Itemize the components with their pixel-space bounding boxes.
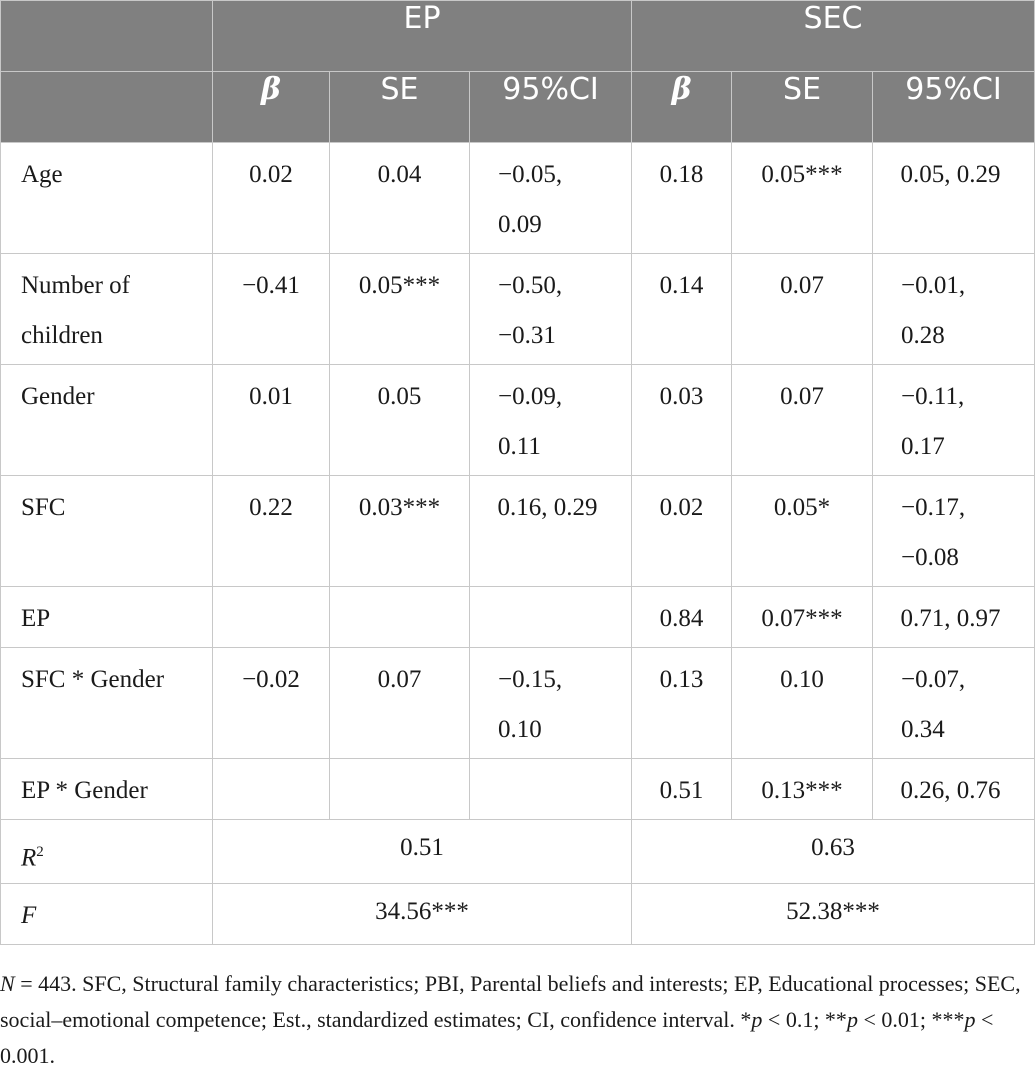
sec-beta-cell: 0.51 bbox=[632, 759, 732, 820]
header-group-sec: SEC bbox=[632, 1, 1035, 72]
sec-beta-cell: 0.13 bbox=[632, 648, 732, 759]
ep-se-cell: 0.05 bbox=[330, 365, 470, 476]
ep-beta-cell bbox=[213, 587, 330, 648]
row-label: Age bbox=[1, 143, 213, 254]
row-label: EP * Gender bbox=[1, 759, 213, 820]
row-label-f: F bbox=[1, 884, 213, 945]
table-row-gender bbox=[1, 365, 1035, 476]
ep-beta-cell: −0.02 bbox=[213, 648, 330, 759]
table-row-sfc bbox=[1, 476, 1035, 587]
ep-ci-cell: −0.50, −0.31 bbox=[470, 254, 632, 365]
header-ep-se: SE bbox=[330, 72, 470, 143]
ep-beta-cell: 0.02 bbox=[213, 143, 330, 254]
ep-beta-cell: −0.41 bbox=[213, 254, 330, 365]
header-sec-ci: 95%CI bbox=[873, 72, 1035, 143]
sec-se-cell: 0.07*** bbox=[732, 587, 873, 648]
header-sec-beta: β bbox=[632, 72, 732, 143]
table-row-r-squared bbox=[1, 820, 1035, 884]
ep-f-cell: 34.56*** bbox=[213, 884, 632, 945]
ep-ci-cell bbox=[470, 587, 632, 648]
sec-ci-cell: −0.07, 0.34 bbox=[873, 648, 1035, 759]
ep-se-cell: 0.04 bbox=[330, 143, 470, 254]
sec-se-cell: 0.05* bbox=[732, 476, 873, 587]
row-label: Number of children bbox=[1, 254, 213, 365]
sec-ci-cell: 0.05, 0.29 bbox=[873, 143, 1035, 254]
sec-ci-cell: 0.71, 0.97 bbox=[873, 587, 1035, 648]
sec-f-cell: 52.38*** bbox=[632, 884, 1035, 945]
table-row-ep-gender bbox=[1, 759, 1035, 820]
sec-beta-cell: 0.03 bbox=[632, 365, 732, 476]
table-row-number-of-children bbox=[1, 254, 1035, 365]
header-sec-se: SE bbox=[732, 72, 873, 143]
ep-ci-cell: −0.05, 0.09 bbox=[470, 143, 632, 254]
sec-beta-cell: 0.18 bbox=[632, 143, 732, 254]
table-row-age bbox=[1, 143, 1035, 254]
ep-ci-cell: −0.15, 0.10 bbox=[470, 648, 632, 759]
ep-ci-cell: 0.16, 0.29 bbox=[470, 476, 632, 587]
ep-ci-cell bbox=[470, 759, 632, 820]
ep-se-cell: 0.07 bbox=[330, 648, 470, 759]
header-ep-beta: β bbox=[213, 72, 330, 143]
ep-ci-cell: −0.09, 0.11 bbox=[470, 365, 632, 476]
ep-se-cell: 0.03*** bbox=[330, 476, 470, 587]
sec-se-cell: 0.13*** bbox=[732, 759, 873, 820]
sec-ci-cell: −0.17, −0.08 bbox=[873, 476, 1035, 587]
sec-ci-cell: 0.26, 0.76 bbox=[873, 759, 1035, 820]
table-footnote: N = 443. SFC, Structural family characteristics; PBI, Parental beliefs and interests; EP, Educational processes; SEC, social–emotional competence; Est., standardized estimates; CI, confidence interval. *p < 0.1; **p < 0.01; ***p < 0.001. bbox=[0, 971, 1021, 1068]
sec-se-cell: 0.10 bbox=[732, 648, 873, 759]
sec-se-cell: 0.07 bbox=[732, 254, 873, 365]
row-label: SFC * Gender bbox=[1, 648, 213, 759]
header-group-ep: EP bbox=[213, 1, 632, 72]
header-corner bbox=[1, 1, 213, 72]
table-row-f bbox=[1, 884, 1035, 945]
header-corner-2 bbox=[1, 72, 213, 143]
ep-beta-cell bbox=[213, 759, 330, 820]
ep-beta-cell: 0.22 bbox=[213, 476, 330, 587]
header-ep-ci: 95%CI bbox=[470, 72, 632, 143]
header-row-stats bbox=[1, 72, 1035, 143]
sec-se-cell: 0.07 bbox=[732, 365, 873, 476]
row-label: EP bbox=[1, 587, 213, 648]
ep-se-cell bbox=[330, 759, 470, 820]
sec-r-squared-cell: 0.63 bbox=[632, 820, 1035, 884]
row-label: Gender bbox=[1, 365, 213, 476]
sec-beta-cell: 0.02 bbox=[632, 476, 732, 587]
sec-beta-cell: 0.84 bbox=[632, 587, 732, 648]
row-label: SFC bbox=[1, 476, 213, 587]
ep-r-squared-cell: 0.51 bbox=[213, 820, 632, 884]
sec-se-cell: 0.05*** bbox=[732, 143, 873, 254]
table-row-ep bbox=[1, 587, 1035, 648]
ep-se-cell bbox=[330, 587, 470, 648]
row-label-r-squared: $R^2$ bbox=[1, 820, 213, 884]
sec-ci-cell: −0.01, 0.28 bbox=[873, 254, 1035, 365]
sec-ci-cell: −0.11, 0.17 bbox=[873, 365, 1035, 476]
table-row-sfc-gender bbox=[1, 648, 1035, 759]
header-row-groups bbox=[1, 1, 1035, 72]
sec-beta-cell: 0.14 bbox=[632, 254, 732, 365]
ep-beta-cell: 0.01 bbox=[213, 365, 330, 476]
ep-se-cell: 0.05*** bbox=[330, 254, 470, 365]
